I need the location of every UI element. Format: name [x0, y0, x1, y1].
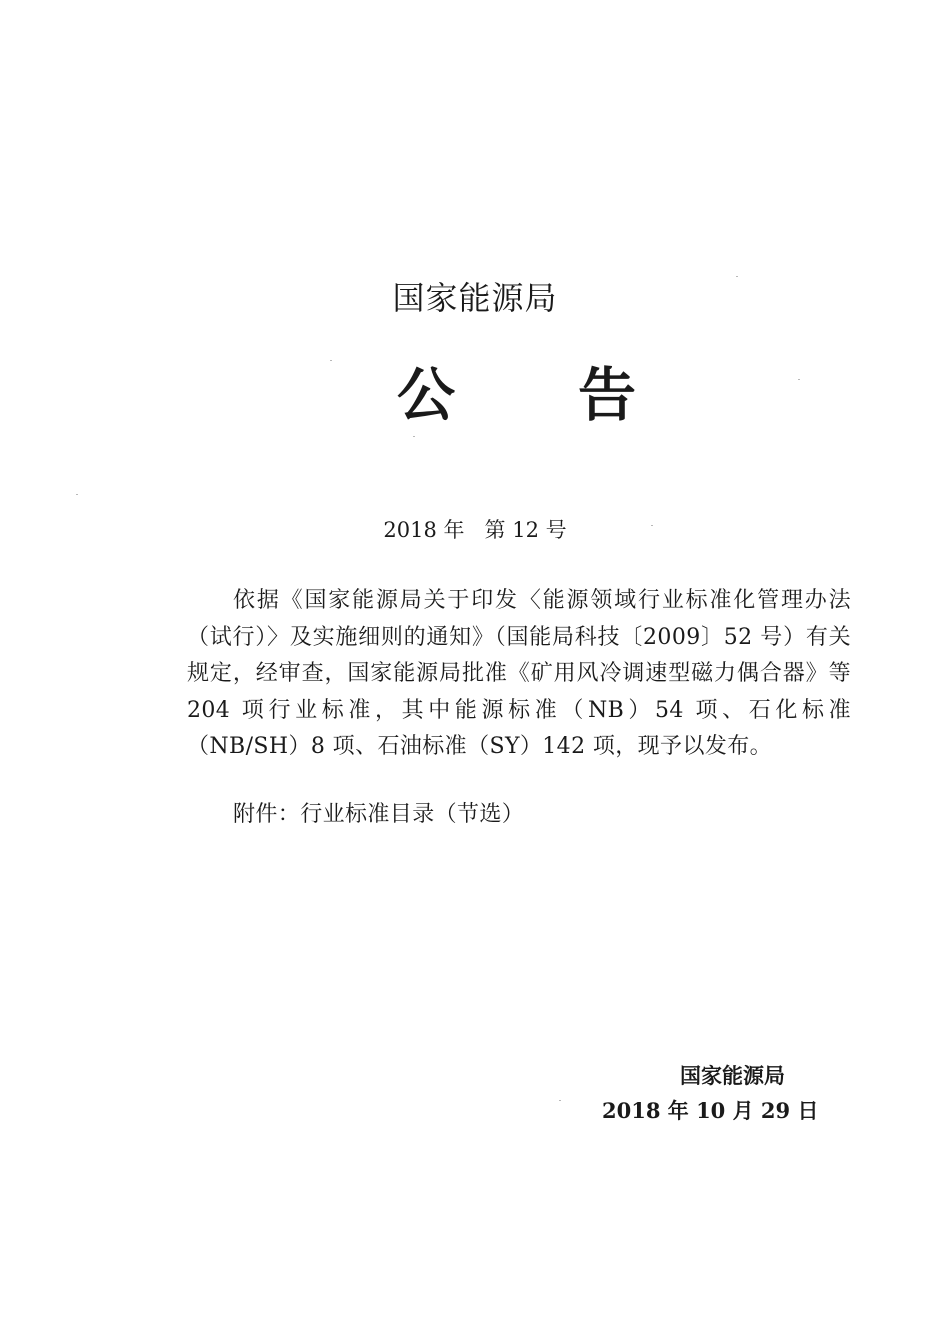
scan-speck [736, 276, 738, 277]
issue-number: 2018 年 第 12 号 [383, 518, 567, 542]
signature-date: 2018 年 10 月 29 日 [602, 1098, 819, 1123]
signature-organization: 国家能源局 [680, 1064, 785, 1088]
scan-speck [76, 494, 78, 495]
scan-speck [413, 436, 415, 437]
notice-title [0, 360, 950, 430]
notice-title-char-1: 公 [397, 361, 456, 429]
scan-speck [651, 525, 653, 526]
organization-heading: 国家能源局 [392, 279, 558, 317]
attachment-line: 附件：行业标准目录（节选） [233, 802, 525, 827]
scan-speck [798, 379, 800, 380]
scan-speck [330, 360, 332, 361]
notice-body-paragraph: 依据《国家能源局关于印发〈能源领域行业标准化管理办法（试行）〉及实施细则的通知》（国能局科技〔2009〕52 号）有关规定，经审查，国家能源局批准《矿用风冷调速型磁力偶合器》等 204 项行业标准，其中能源标准（NB）54 项、石化标准（NB/SH）8 项、石油标准（SY）142 项，现予以发布。 [187, 588, 851, 759]
notice-title-char-2: 告 [578, 361, 637, 429]
scan-speck [559, 1100, 561, 1101]
